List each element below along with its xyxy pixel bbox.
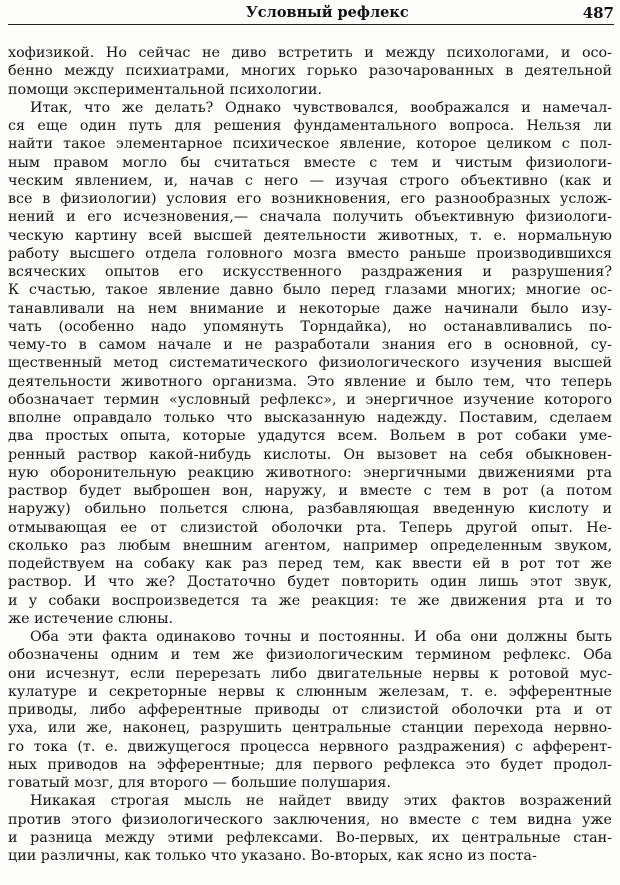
text-line: всяческих опытов его искусственного раздражения и разрушения? bbox=[8, 264, 612, 280]
text-line: два простых опыта, которые удадутся всем. Вольем в рот собаки уме- bbox=[8, 428, 612, 445]
text-line: отмывающая ее от слизистой оболочки рта. Теперь другой опыт. Не- bbox=[8, 519, 612, 536]
text-line: танавливали на нем внимание и некоторые даже начинали было изу- bbox=[8, 300, 612, 317]
text-line: ную оборонительную реакцию животного: энергичными движениями рта bbox=[8, 464, 612, 481]
text-line: ции различны, как только что указано. Во-вторых, как ясно из поста- bbox=[8, 848, 537, 864]
text-line: и разница между этими рефлексами. Во-первых, их центральные стан- bbox=[8, 829, 612, 846]
text-line: они исчезнут, если перерезать либо двигательные нервы к ротовой мус- bbox=[8, 665, 612, 682]
text-line: чать (особенно надо упомянуть Торндайка), но останавливались по- bbox=[8, 318, 612, 335]
text-line: Оба эти факта одинаково точны и постоянны. И оба они должны быть bbox=[30, 629, 612, 645]
paragraph bbox=[8, 99, 612, 628]
text-line: говатый мозг, для второго — большие полушария. bbox=[8, 775, 391, 791]
text-line: раствор. И что же? Достаточно будет повторить один лишь этот звук, bbox=[8, 574, 612, 591]
paragraph bbox=[8, 44, 612, 99]
text-line: хофизикой. Но сейчас не диво встретить и между психологами, и осо- bbox=[8, 45, 612, 61]
text-line: обозначены одним и тем же физиологическим термином рефлекс. Оба bbox=[8, 647, 612, 664]
text-line: Никакая строгая мысль не найдет ввиду этих фактов возражений bbox=[30, 793, 612, 810]
text-line: найти такое элементарное психическое явление, которое целиком с пол- bbox=[8, 136, 612, 153]
paragraph bbox=[8, 792, 612, 865]
text-line: ческим явлением, и, начав с него — изучая строго объективно (как и bbox=[8, 172, 612, 189]
header-rule bbox=[8, 24, 614, 25]
text-line: бенно между психиатрами, многих горько разочарованных в деятельной bbox=[8, 63, 612, 80]
text-line: обозначает термин «условный рефлекс», и энергичное изучение которого bbox=[8, 391, 612, 408]
paragraph bbox=[8, 628, 612, 792]
running-title: Условный рефлекс bbox=[246, 4, 409, 21]
text-line: и у собаки воспроизведется та же реакция: те же движения рта и то bbox=[8, 592, 612, 609]
text-line: уха, или же, наконец, разрушить центральные станции перехода нервно- bbox=[8, 720, 612, 737]
text-line: ным правом могло бы считаться вместе с тем и чистым физиологи- bbox=[8, 154, 612, 171]
text-line: нений и его исчезновения,— сначала получить объективную физиологи- bbox=[8, 209, 612, 226]
text-line: вполне оправдало только что высказанную надежду. Поставим, сделаем bbox=[8, 410, 612, 426]
text-line: чему-то в самом начале и не разработали знания его в основной, су- bbox=[8, 337, 612, 353]
page-number: 487 bbox=[582, 4, 614, 22]
body-text bbox=[8, 44, 612, 865]
text-line: кулатуре и секреторные нервы к слюнным железам, т. е. эфферентные bbox=[8, 683, 612, 700]
text-line: К счастью, такое явление давно было перед глазами многих; многие ос- bbox=[8, 282, 612, 299]
text-line: Итак, что же делать? Однако чувствовался, воображался и намечал- bbox=[30, 99, 612, 116]
text-line: ренный раствор какой-нибудь кислоты. Он вызовет на себя обыкновен- bbox=[8, 446, 612, 463]
text-line: работу высшего отдела головного мозга вместо раньше производившихся bbox=[8, 245, 612, 262]
text-line: щественный метод систематического физиологического изучения высшей bbox=[8, 355, 612, 372]
text-line: ся еще один путь для решения фундаментального вопроса. Нельзя ли bbox=[8, 118, 612, 134]
text-line: го тока (т. е. движущегося процесса нервного раздражения) с афферент- bbox=[8, 738, 612, 755]
text-line: все в физиологии) условия его возникновения, его разнообразных услож- bbox=[8, 191, 612, 207]
text-line: против этого физиологического заключения, но вместе с тем видна уже bbox=[8, 811, 612, 828]
text-line: ческую картину всей высшей деятельности животных, т. е. нормальную bbox=[8, 227, 612, 244]
text-line: сколько раз любым внешним агентом, например определенным звуком, bbox=[8, 537, 612, 554]
text-line: помощи экспериментальной психологии. bbox=[8, 81, 322, 98]
running-head bbox=[8, 2, 614, 24]
text-line: ных приводов на эфферентные; для первого рефлекса это будет продол- bbox=[8, 756, 612, 773]
text-line: подействуем на собаку как раз перед тем, как ввести ей в рот тот же bbox=[8, 556, 612, 572]
text-line: раствор будет выброшен вон, наружу, и вместе с тем в рот (а потом bbox=[8, 483, 612, 499]
text-line: деятельности животного организма. Это явление и было тем, что теперь bbox=[8, 373, 612, 390]
text-line: приводы, либо афферентные приводы от слизистой оболочки рта и от bbox=[8, 702, 612, 718]
text-line: же истечение слюны. bbox=[8, 610, 174, 627]
text-line: наружу) обильно польется слюна, разбавляющая введенную кислоту и bbox=[8, 501, 612, 518]
